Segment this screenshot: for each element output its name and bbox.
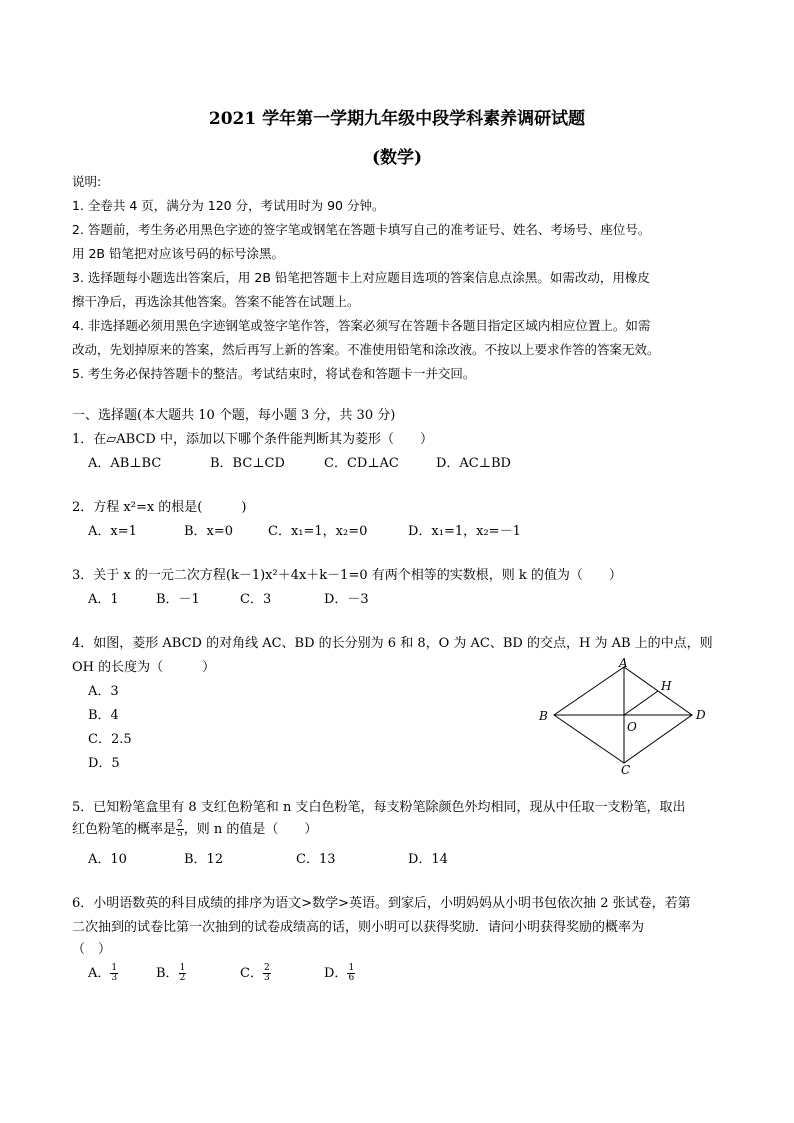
option-d: D．5	[88, 756, 120, 771]
option-b: B．x=0	[184, 524, 234, 539]
instruction-line: 擦干净后，再选涂其他答案。答案不能答在试题上。	[72, 294, 360, 309]
label-o: O	[627, 720, 637, 734]
instruction-line: 1. 全卷共 4 页，满分为 120 分，考试用时为 90 分钟。	[72, 198, 385, 213]
option-c: C．3	[240, 592, 272, 607]
exam-title: 2021 学年第一学期九年级中段学科素养调研试题	[208, 109, 586, 129]
fraction-numerator: 2	[263, 963, 270, 973]
label-c: C	[621, 763, 631, 775]
fraction-numerator: 1	[179, 963, 186, 973]
question-6-stem-line2: 二次抽到的试卷比第一次抽到的试卷成绩高的话，则小明可以获得奖励．请问小明获得奖励的概率为	[72, 920, 645, 935]
option-b: B．12	[184, 852, 224, 867]
fraction-denominator: 3	[111, 973, 118, 983]
option-a: A．AB⊥BC	[88, 456, 162, 471]
label-d: D	[696, 708, 706, 722]
option-d: D．－3	[324, 592, 369, 607]
question-5-stem-line1: 5．已知粉笔盒里有 8 支红色粉笔和 n 支白色粉笔，每支粉笔除颜色外均相同，现从中任取一支粉笔，取出	[72, 800, 686, 815]
option-fraction	[347, 964, 355, 983]
option-label: B．	[156, 966, 179, 981]
option-c: C．2.5	[88, 732, 132, 747]
question-4-stem-line2: OH 的长度为（ ）	[72, 660, 216, 675]
option-b	[156, 962, 186, 983]
section-heading: 一、选择题(本大题共 10 个题，每小题 3 分，共 30 分)	[72, 408, 396, 423]
question-5-stem-line2	[72, 818, 317, 839]
stem-text: ，则 n 的值是（ ）	[183, 822, 318, 837]
label-b: B	[539, 709, 548, 723]
fraction-numerator: 2	[177, 819, 183, 829]
option-label: D．	[324, 966, 348, 981]
stem-text: 红色粉笔的概率是	[72, 822, 177, 837]
option-a: A．1	[88, 592, 119, 607]
option-a: A．3	[88, 684, 119, 699]
fraction-denominator: 2	[179, 973, 186, 983]
option-fraction	[179, 964, 187, 983]
option-c	[240, 962, 271, 983]
option-d: D．14	[408, 852, 448, 867]
fraction-denominator: 3	[263, 973, 270, 983]
question-3-stem: 3．关于 x 的一元二次方程(k－1)x²＋4x＋k－1=0 有两个相等的实数根，则 k 的值为（ ）	[72, 568, 622, 583]
option-c: C．13	[296, 852, 336, 867]
option-d	[324, 962, 355, 983]
question-2-stem: 2．方程 x²=x 的根是( )	[72, 500, 247, 515]
rhombus-figure	[530, 655, 720, 775]
instruction-line: 3. 选择题每小题选出答案后，用 2B 铅笔把答题卡上对应题目选项的答案信息点涂黑。如需改动，用橡皮	[72, 270, 650, 285]
option-d: D．x₁=1，x₂=－1	[408, 524, 521, 539]
option-a: A．10	[88, 852, 127, 867]
instruction-line: 用 2B 铅笔把对应该号码的标号涂黑。	[72, 246, 284, 261]
instruction-line: 2. 答题前，考生务必用黑色字迹的签字笔或钢笔在答题卡填写自己的准考证号、姓名、考场号、座位号。	[72, 222, 651, 237]
option-fraction	[263, 964, 271, 983]
option-a: A．x=1	[88, 524, 137, 539]
question-6-stem-line1: 6．小明语数英的科目成绩的排序为语文>数学>英语。到家后，小明妈妈从小明书包依次抽 2 张试卷，若第	[72, 896, 691, 911]
option-d: D．AC⊥BD	[436, 456, 511, 471]
question-1-stem: 1．在▱ABCD 中，添加以下哪个条件能判断其为菱形（ ）	[72, 432, 433, 447]
fraction-denominator: 5	[177, 829, 183, 839]
instruction-line: 5. 考生务必保持答题卡的整洁。考试结束时，将试卷和答题卡一并交回。	[72, 366, 476, 381]
option-fraction	[110, 964, 118, 983]
label-a: A	[619, 656, 628, 670]
fraction-numerator: 1	[348, 963, 355, 973]
option-b: B．－1	[156, 592, 200, 607]
segment-oh	[624, 691, 658, 715]
option-label: A．	[88, 966, 111, 981]
option-b: B．4	[88, 708, 119, 723]
option-c: C．x₁=1，x₂=0	[268, 524, 368, 539]
fraction-denominator: 6	[348, 973, 355, 983]
option-a	[88, 962, 118, 983]
exam-subtitle: (数学)	[371, 148, 423, 168]
label-h: H	[661, 679, 672, 693]
probability-fraction	[176, 820, 184, 839]
option-label: C．	[240, 966, 263, 981]
question-6-stem-line3: （ ）	[72, 942, 112, 957]
instruction-line: 4. 非选择题必须用黑色字迹钢笔或签字笔作答，答案必须写在答题卡各题目指定区域内相应位置上。如需	[72, 318, 651, 333]
instructions-heading: 说明:	[72, 174, 102, 189]
fraction-numerator: 1	[111, 963, 118, 973]
option-b: B．BC⊥CD	[210, 456, 285, 471]
option-c: C．CD⊥AC	[324, 456, 399, 471]
instruction-line: 改动，先划掉原来的答案，然后再写上新的答案。不准使用铅笔和涂改液。不按以上要求作答的答案无效。	[72, 342, 660, 357]
question-4-stem-line1: 4．如图，菱形 ABCD 的对角线 AC、BD 的长分别为 6 和 8，O 为 AC、BD 的交点，H 为 AB 上的中点，则	[72, 636, 713, 651]
